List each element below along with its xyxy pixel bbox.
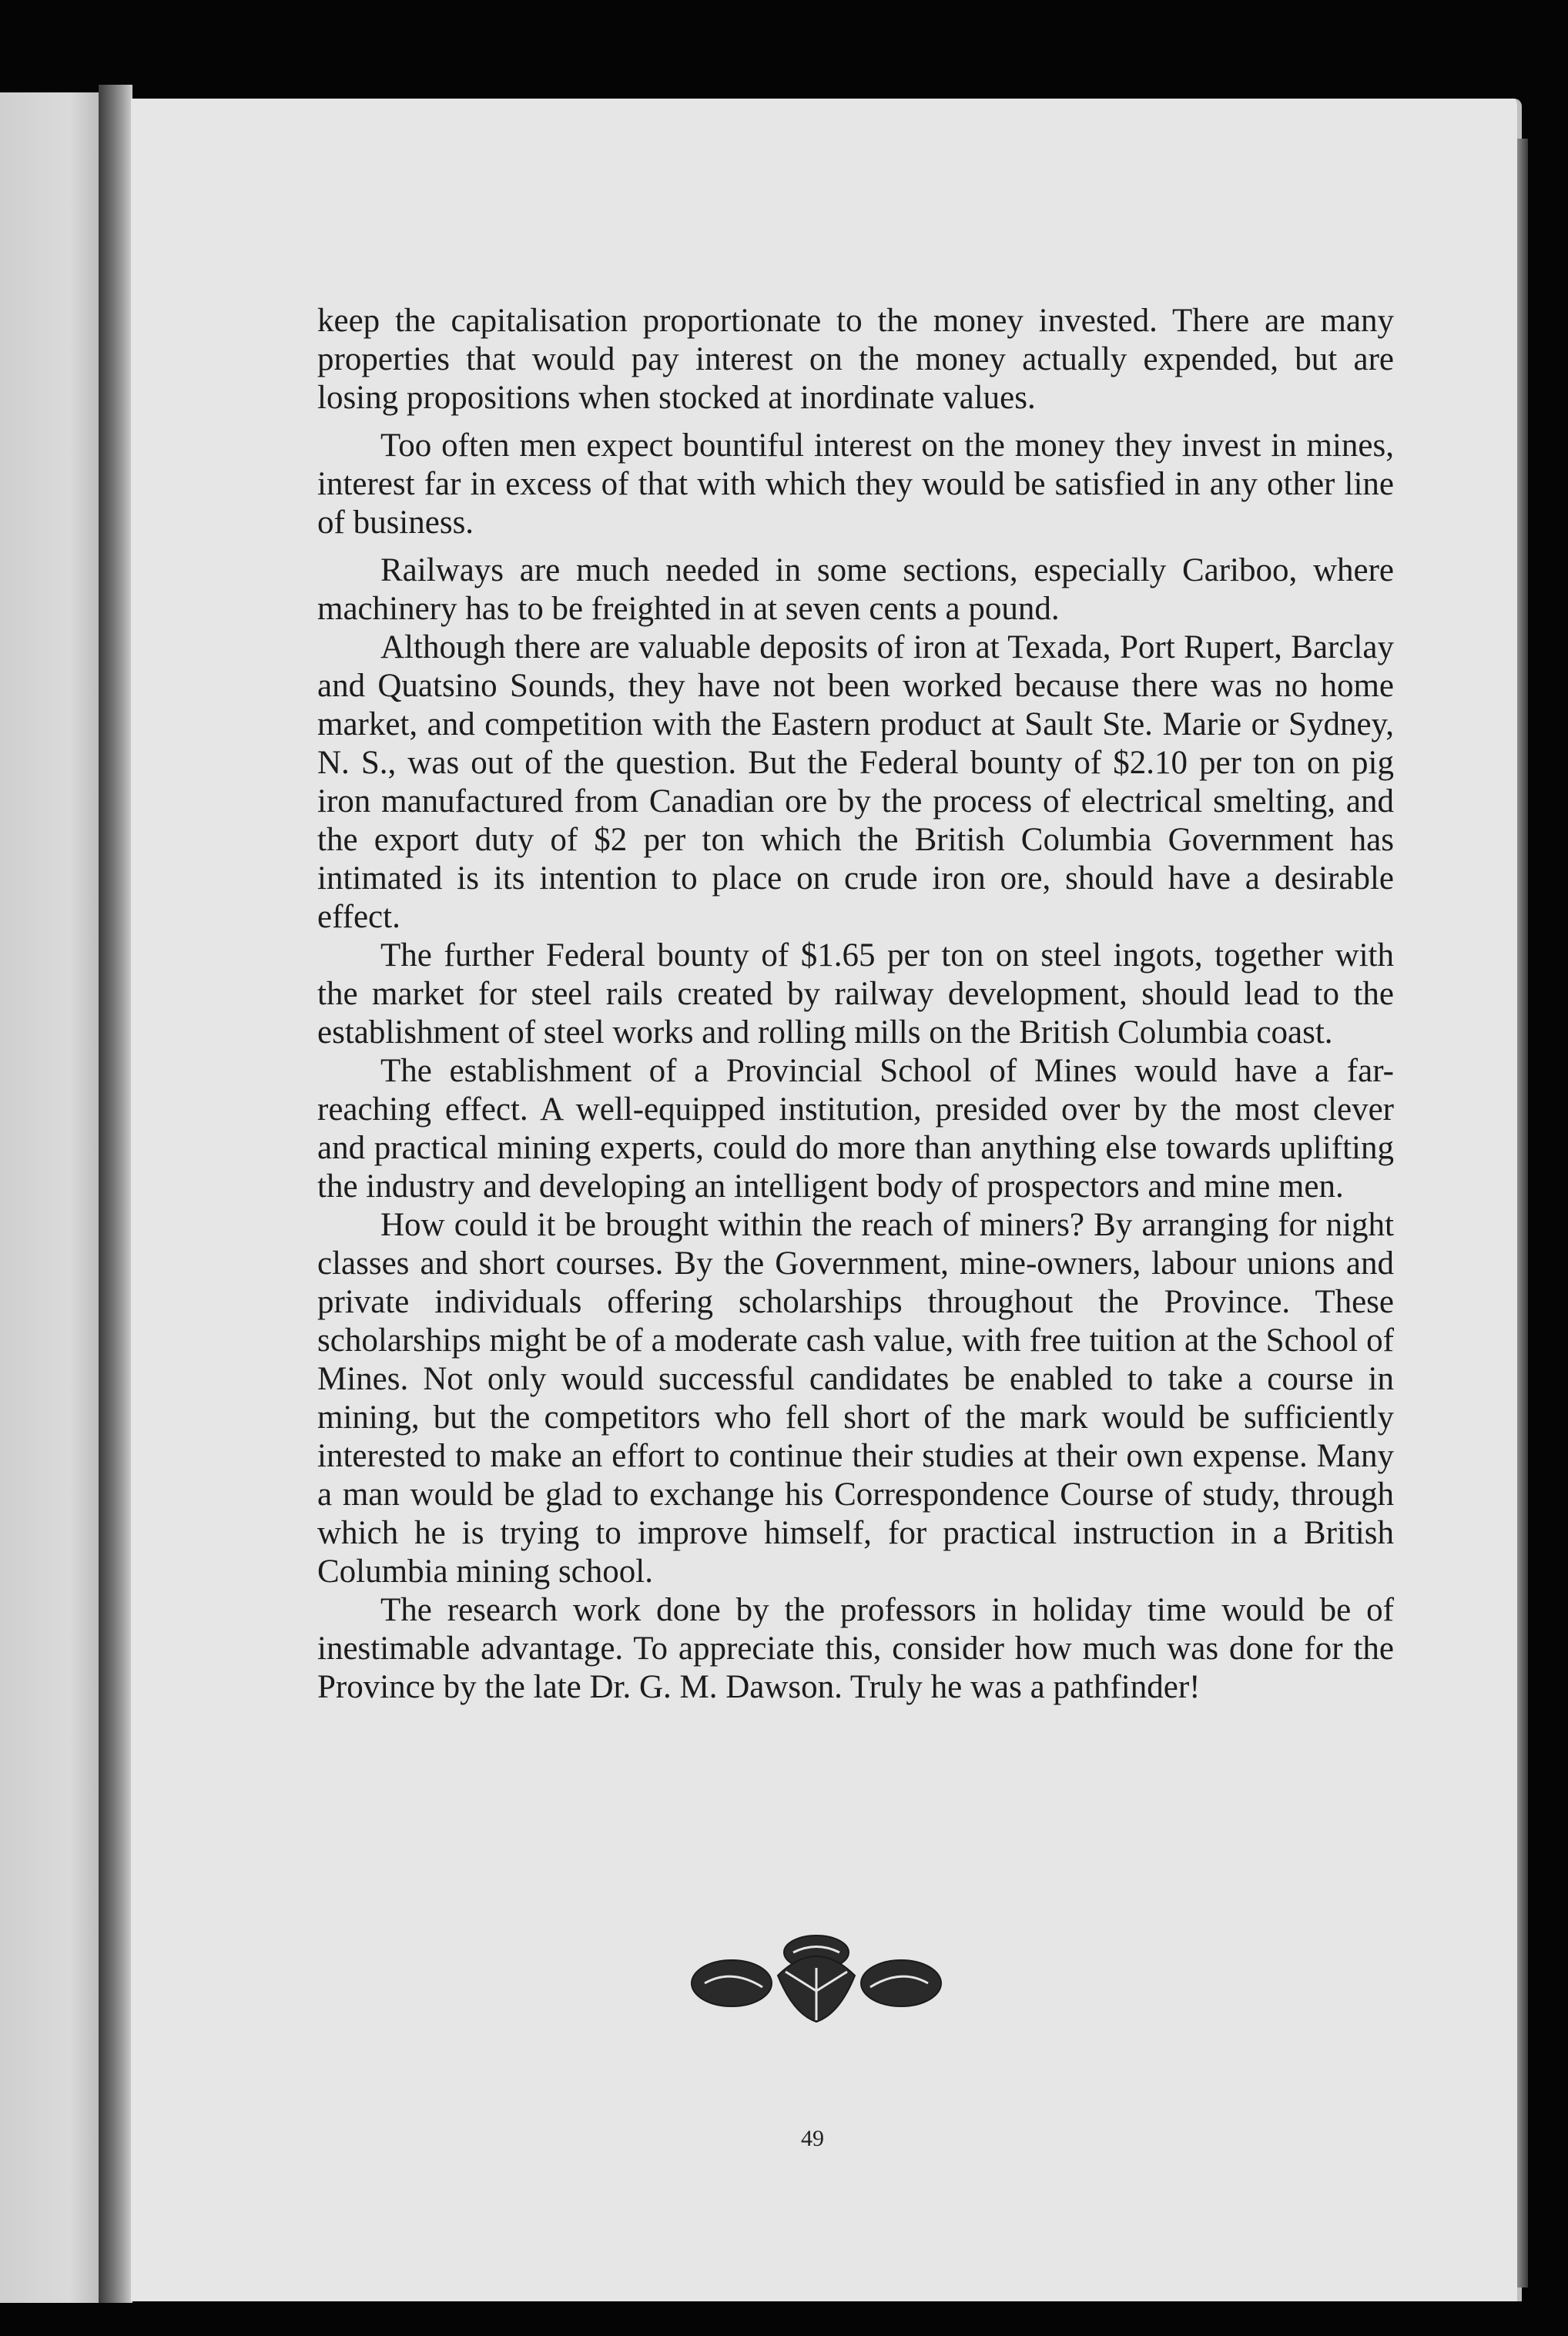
paragraph: keep the capitalisation proportionate to the money invested. There are many properties that would pay interest on the money actually expended, but are losing propositions when stocked at inordinate values. (317, 303, 1394, 416)
paragraph: The research work done by the professors in holiday time would be of inestimable advantage. To appreciate this, consider how much was done for the Province by the late Dr. G. M. Dawson. Truly he was a pathfinder! (317, 1592, 1394, 1705)
maple-leaf-ornament-icon (685, 1929, 947, 2029)
paragraph: The establishment of a Provincial School of Mines would have a far-reaching effect. A well-equipped institution, presided over by the most clever and practical mining experts, could do more than anything else towards uplifting the industry and developing an intelligent body of prospectors and mine men. (317, 1053, 1394, 1205)
paragraph: The further Federal bounty of $1.65 per ton on steel ingots, together with the market for steel rails created by railway development, should lead to the establishment of steel works and rolling mills on the British Columbia coast. (317, 937, 1394, 1051)
paragraph: How could it be brought within the reach of miners? By arranging for night classes and short courses. By the Government, mine-owners, labour unions and private individuals offering scholarships throughout the Province. These scholarships might be of a moderate cash value, with free tuition at the School of Mines. Not only would successful candidates be enabled to take a course in mining, but the competitors who fell short of the mark would be sufficiently interested to make an effort to continue their studies at their own expense. Many a man would be glad to exchange his Correspondence Course of study, through which he is trying to improve himself, for practical instruction in a British Columbia mining school. (317, 1207, 1394, 1590)
page-number: 49 (801, 2126, 824, 2151)
paragraph: Although there are valuable deposits of iron at Texada, Port Rupert, Barclay and Quatsino Sounds, they have not been worked because there was no home market, and competition with the Eastern product at Sault Ste. Marie or Sydney, N. S., was out of the question. But the Federal bounty of $2.10 per ton on pig iron manufactured from Canadian ore by the process of electrical smelting, and the export duty of $2 per ton which the British Columbia Government has intimated is its intention to place on crude iron ore, should have a desirable effect. (317, 629, 1394, 935)
body-text (317, 302, 1394, 1707)
paragraph: Too often men expect bountiful interest on the money they invest in mines, interest far in excess of that with which they would be satisfied in any other line of business. (317, 427, 1394, 541)
page-edge-shadow (1517, 139, 1528, 2287)
paragraph: Railways are much needed in some sections, especially Cariboo, where machinery has to be freighted in at seven cents a pound. (317, 552, 1394, 627)
book-gutter (99, 85, 132, 2303)
